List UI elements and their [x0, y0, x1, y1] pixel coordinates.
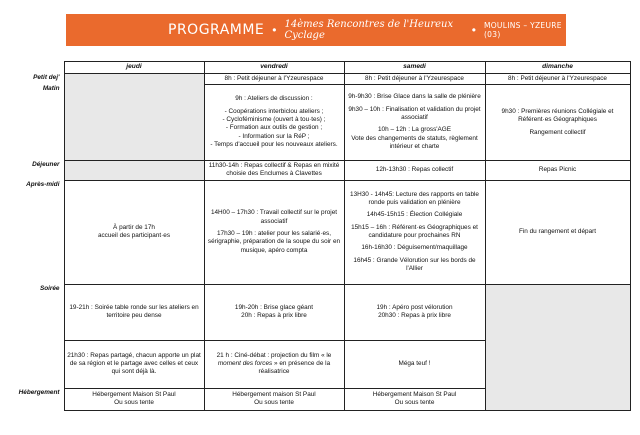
row-label-matin: Matin	[42, 85, 60, 93]
cell-vendredi-soiree-1: 19h-20h : Brise glace géant 20h : Repas à prix libre	[204, 284, 344, 340]
cell-jeudi-soiree-2: 21h30 : Repas partagé, chacun apporte un plat de sa région et le partage avec celles et ceux qui sont déjà là.	[64, 340, 204, 388]
row-label-petit-dej: Petit dej'	[33, 74, 60, 82]
cell-jeudi-hebergement: Hébergement Maison St Paul Ou sous tente	[64, 388, 204, 410]
row-label-apres-midi: Après-midi	[26, 181, 60, 189]
banner-location: MOULINS – YZEURE (03)	[483, 21, 562, 39]
banner-title: PROGRAMME	[168, 22, 265, 38]
cell-vendredi-soiree-2: 21 h : Ciné-débat : projection du film « le moment des forces » en présence de la réalisatrice	[204, 340, 344, 388]
cell-vendredi-matin: 9h : Ateliers de discussion : - Coopérations interbiclou ateliers ; - Cycloféminisme (ouvert à tou·tes) ; - Formation aux outils de gestion ; - Information sur la RéP ; - Temps d'accueil pour les nouveaux ateliers.	[204, 84, 344, 160]
day-header-row	[4, 62, 630, 74]
row-label-hebergement: Hébergement	[18, 389, 60, 397]
cell-samedi-soiree-2: Méga teuf !	[344, 340, 485, 388]
cell-dimanche-soiree-empty	[485, 284, 630, 410]
cell-dimanche-apres-midi: Fin du rangement et départ	[485, 180, 630, 284]
cell-dimanche-dejeuner: Repas Picnic	[485, 160, 630, 180]
day-header-dimanche: dimanche	[485, 62, 630, 74]
cell-dimanche-matin: 9h30 : Premières réunions Collégiale et Référent·es Géographiques Rangement collectif	[485, 84, 630, 160]
header-banner	[66, 14, 566, 46]
row-petit-dej	[4, 73, 630, 84]
row-soiree-1	[4, 284, 630, 340]
schedule-table	[4, 61, 631, 411]
banner-separator: •	[272, 23, 277, 37]
cell-jeudi-apres-midi: À partir de 17h accueil des participant·es	[64, 180, 204, 284]
row-dejeuner	[4, 160, 630, 180]
cell-jeudi-matin-empty	[64, 73, 204, 160]
banner-subtitle: 14èmes Rencontres de l'Heureux Cyclage	[284, 19, 454, 41]
row-label-dejeuner: Déjeuner	[32, 161, 60, 169]
cell-samedi-petit-dej: 8h : Petit déjeuner à l'Yzeurespace	[344, 73, 485, 84]
cell-dimanche-petit-dej: 8h : Petit déjeuner à l'Yzeurespace	[485, 73, 630, 84]
cell-samedi-dejeuner: 12h-13h30 : Repas collectif	[344, 160, 485, 180]
cell-samedi-apres-midi: 13H30 - 14h45: Lecture des rapports en table ronde puis validation en plénière 14h45-15h15 : Élection Collégiale 15h15 – 16h : Référent·es Géographiques et candidature pour prochaines RN 16h-16h30 : Déguisement/maquillage 16h45 : Grande Vélorution sur les bords de l'Allier	[344, 180, 485, 284]
cell-samedi-matin: 9h-9h30 : Brise Glace dans la salle de plénière 9h30 – 10h : Finalisation et validation du projet associatif 10h – 12h : La gross'AGE Vote des changements de statuts, règlement intérieur et charte	[344, 84, 485, 160]
cell-vendredi-hebergement: Hébergement maison St Paul Ou sous tente	[204, 388, 344, 410]
cell-vendredi-petit-dej: 8h : Petit déjeuner à l'Yzeurespace	[204, 73, 344, 84]
day-header-samedi: samedi	[344, 62, 485, 74]
cell-jeudi-soiree-1: 19-21h : Soirée table ronde sur les ateliers en territoire peu dense	[64, 284, 204, 340]
day-header-jeudi: jeudi	[64, 62, 204, 74]
cell-samedi-soiree-1: 19h : Apéro post vélorution 20h30 : Repas à prix libre	[344, 284, 485, 340]
cell-jeudi-dejeuner-empty	[64, 160, 204, 180]
cell-vendredi-apres-midi: 14H00 – 17h30 : Travail collectif sur le projet associatif 17h30 – 19h : atelier pour les salarié·es, sérigraphie, préparation de la soupe du soir en musique, apéro compta	[204, 180, 344, 284]
row-label-soiree: Soirée	[39, 285, 60, 293]
cell-samedi-hebergement: Hébergement Maison St Paul Ou sous tente	[344, 388, 485, 410]
banner-separator: •	[471, 23, 476, 37]
day-header-vendredi: vendredi	[204, 62, 344, 74]
cell-vendredi-dejeuner: 11h30-14h : Repas collectif & Repas en mixité choisie des Enclumes à Clavettes	[204, 160, 344, 180]
row-apres-midi	[4, 180, 630, 284]
